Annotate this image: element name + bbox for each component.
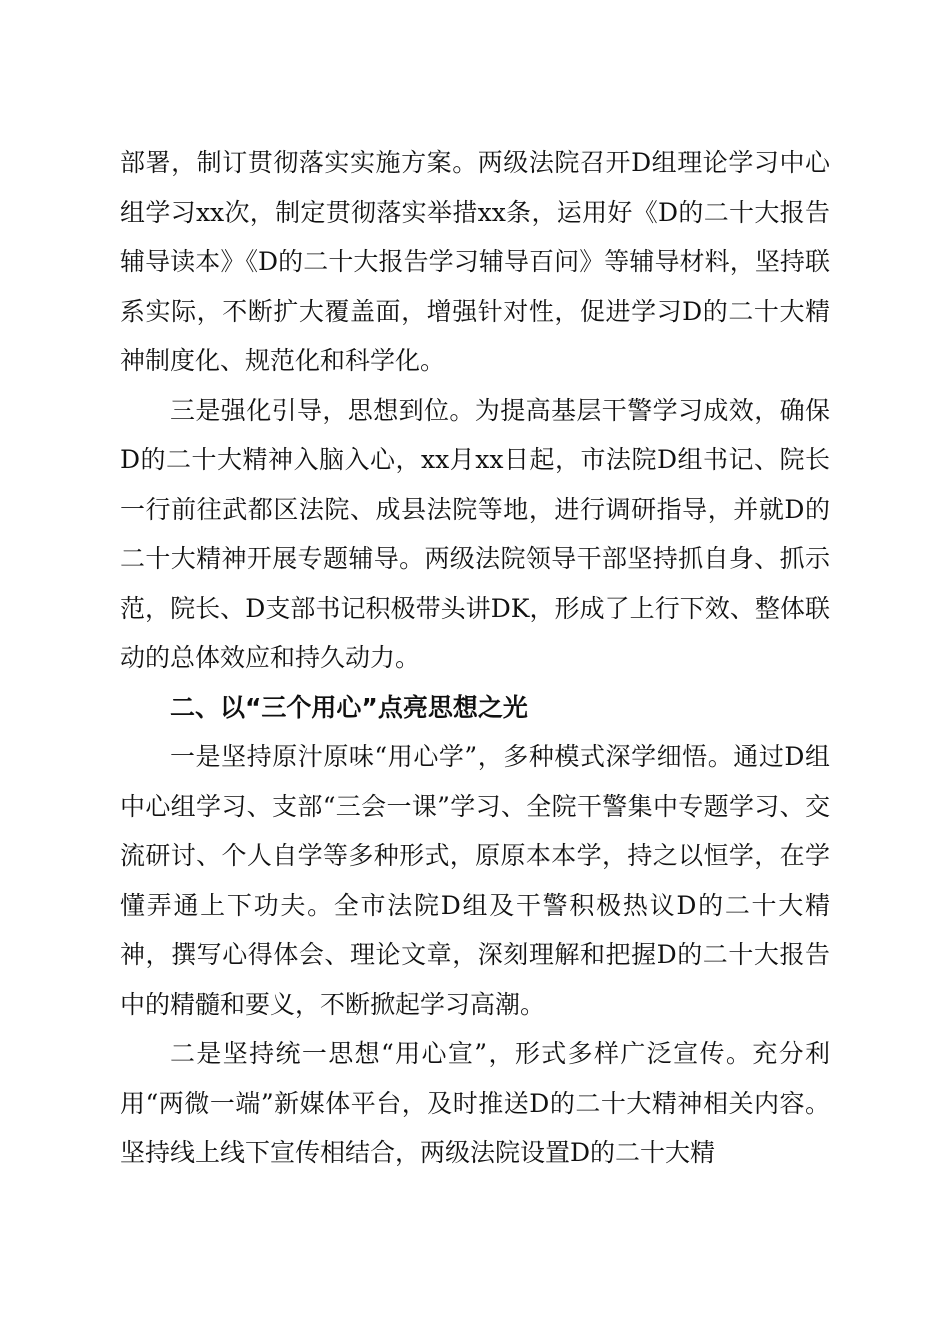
paragraph-dedicated-publicity: 二是坚持统一思想“用心宣”，形式多样广泛宣传。充分利用“两微一端”新媒体平台，及时推送D的二十大精神相关内容。坚持线上线下宣传相结合，两级法院设置D的二十大精: [120, 1039, 830, 1167]
paragraph-strengthen-guidance: 三是强化引导，思想到位。为提高基层干警学习成效，确保D的二十大精神入脑入心，xx月xx日起，市法院D组书记、院长一行前往武都区法院、成县法院等地，进行调研指导，并就D的二十大精神开展专题辅导。两级法院领导干部坚持抓自身、抓示范，院长、D支部书记积极带头讲DK，形成了上行下效、整体联动的总体效应和持久动力。: [120, 395, 830, 672]
section-heading-three-dedications: 二、以“三个用心”点亮思想之光: [170, 692, 528, 722]
paragraph-dedicated-study: 一是坚持原汁原味“用心学”，多种模式深学细悟。通过D组中心组学习、支部“三会一课”学习、全院干警集中专题学习、交流研讨、个人自学等多种形式，原原本本学，持之以恒学，在学懂弄通上下功夫。全市法院D组及干警积极热议D的二十大精神，撰写心得体会、理论文章，深刻理解和把握D的二十大报告中的精髓和要义，不断掀起学习高潮。: [120, 742, 830, 1019]
document-body: [120, 138, 830, 1178]
continuation-paragraph: 部署，制订贯彻落实实施方案。两级法院召开D组理论学习中心组学习xx次，制定贯彻落实举措xx条，运用好《D的二十大报告辅导读本》《D的二十大报告学习辅导百问》等辅导材料，坚持联系实际，不断扩大覆盖面，增强针对性，促进学习D的二十大精神制度化、规范化和科学化。: [120, 148, 830, 375]
